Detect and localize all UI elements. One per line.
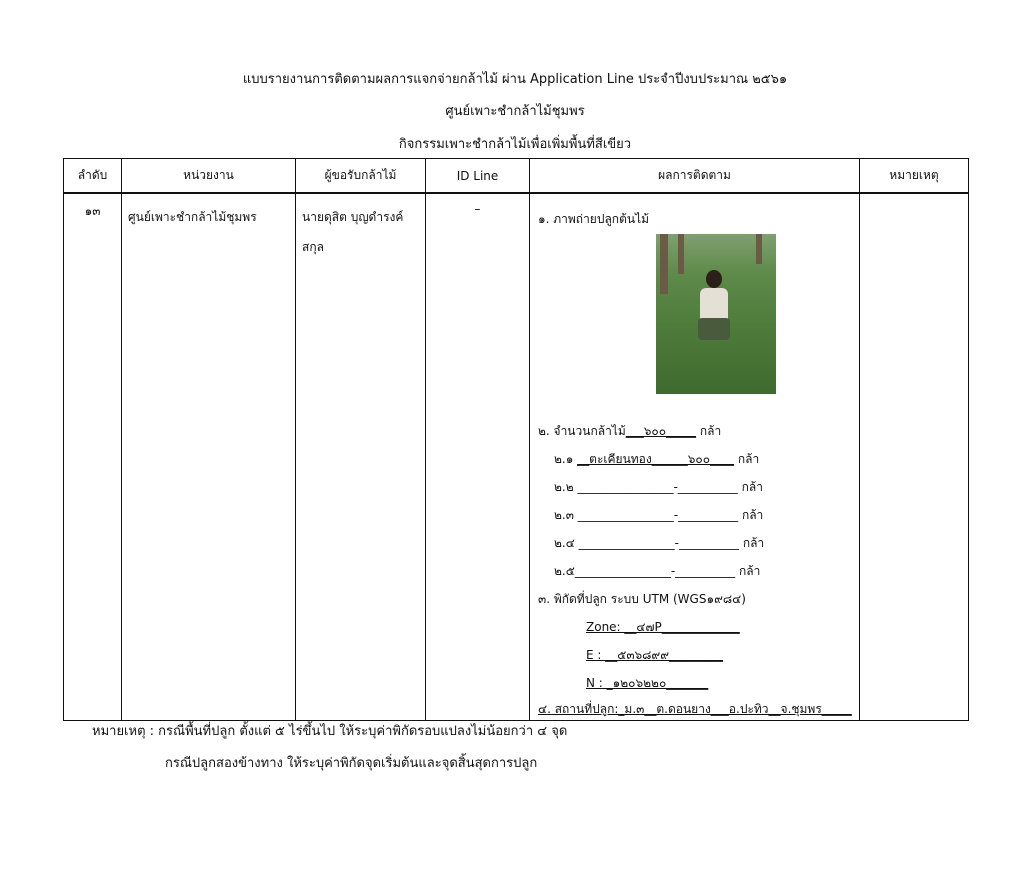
item-text: ________________-__________ — [577, 508, 739, 522]
count-label: ๒. จำนวนกล้าไม้ — [538, 424, 626, 438]
item-text: ________________-__________ — [577, 480, 738, 494]
recipient-line1: นายดุสิต บุญดำรงค์ — [302, 210, 404, 224]
item-line — [554, 450, 759, 469]
col-unit: หน่วยงาน — [122, 159, 296, 194]
col-result: ผลการติดตาม — [530, 159, 860, 194]
item-text: __ตะเคียนทอง______๖๐๐____ — [577, 452, 735, 466]
place-value: ๔. สถานที่ปลูก:_ม.๓__ต.ดอนยาง___อ.ปะทิว__จ.ชุมพร_____ — [538, 702, 852, 716]
item-text: ________________-__________ — [578, 536, 739, 550]
report-title: แบบรายงานการติดตามผลการแจกจ่ายกล้าไม้ ผ่าน Application Line ประจำปีงบประมาณ ๒๕๖๑ — [242, 72, 788, 87]
col-index: ลำดับ — [64, 159, 122, 194]
item-num: ๒.๓ — [554, 508, 574, 522]
footer-note-1: หมายเหตุ : กรณีพื้นที่ปลูก ตั้งแต่ ๕ ไร่ขึ้นไป ให้ระบุค่าพิกัดรอบแปลงไม่น้อยกว่า ๔ จุด — [92, 724, 568, 739]
center-name: ศูนย์เพาะชำกล้าไม้ชุมพร — [445, 104, 585, 119]
recipient-line2: สกุล — [302, 240, 324, 254]
item-line — [554, 562, 760, 581]
col-recipient: ผู้ขอรับกล้าไม้ — [296, 159, 426, 194]
count-unit: กล้า — [699, 424, 722, 438]
table-header-row — [64, 159, 969, 194]
item-unit: กล้า — [742, 536, 765, 550]
col-id-line: ID Line — [426, 159, 530, 194]
item-num: ๒.๑ — [554, 452, 574, 466]
row-unit: ศูนย์เพาะชำกล้าไม้ชุมพร — [122, 193, 296, 721]
report-table — [63, 158, 969, 721]
item-text: ________________-__________ — [574, 564, 736, 578]
item-num: ๒.๕ — [554, 564, 575, 578]
item-unit: กล้า — [741, 480, 763, 494]
row-recipient — [296, 193, 426, 721]
item-line — [554, 506, 763, 525]
count-value: ___๖๐๐_____ — [625, 424, 697, 438]
row-id-line: – — [426, 193, 530, 721]
item-unit: กล้า — [738, 564, 761, 578]
planting-photo — [656, 234, 776, 394]
item-line — [554, 478, 763, 497]
row-note — [860, 193, 969, 721]
count-line — [538, 422, 721, 441]
item-num: ๒.๔ — [554, 536, 575, 550]
item-line — [554, 534, 764, 553]
zone-value: Zone: __๔๗P_____________ — [586, 620, 740, 634]
row-index: ๑๓ — [64, 193, 122, 721]
item-num: ๒.๒ — [554, 480, 574, 494]
person-figure — [698, 270, 728, 340]
coord-label: ๓. พิกัดที่ปลูก ระบบ UTM (WGS๑๙๘๔) — [538, 592, 746, 606]
activity-name: กิจกรรมเพาะชำกล้าไม้เพื่อเพิ่มพื้นที่สีเขียว — [398, 137, 632, 152]
footer-note-2: กรณีปลูกสองข้างทาง ให้ระบุค่าพิกัดจุดเริ่มต้นและจุดสิ้นสุดการปลูก — [165, 756, 538, 771]
photo-label: ๑. ภาพถ่ายปลูกต้นไม้ — [538, 212, 650, 226]
item-unit: กล้า — [737, 452, 760, 466]
col-note: หมายเหตุ — [860, 159, 969, 194]
table-row — [64, 193, 969, 721]
east-value: E : __๕๓๖๘๙๙_________ — [586, 648, 723, 662]
item-unit: กล้า — [741, 508, 764, 522]
row-result — [530, 193, 860, 721]
north-value: N : _๑๒๐๖๒๒๐_______ — [586, 676, 709, 690]
